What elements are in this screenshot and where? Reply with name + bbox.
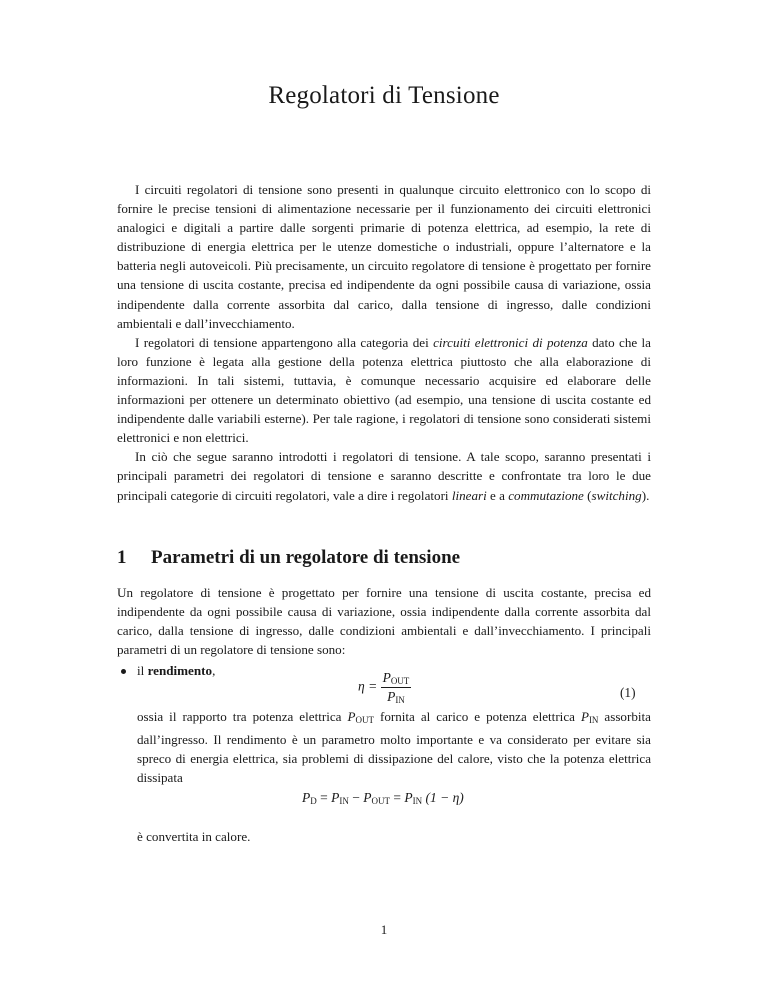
eq2-equals-1: =: [316, 790, 332, 805]
eq1-fraction-bar: [381, 687, 412, 688]
bullet-expl-b: fornita al carico e potenza elettrica: [373, 709, 581, 724]
eq1-fraction: [381, 670, 412, 705]
intro-paragraph-3: [117, 447, 651, 504]
eq2-pd-symbol: P: [302, 790, 311, 805]
eq2-pin2-symbol: P: [404, 790, 413, 805]
bullet-explanation-paragraph: [137, 707, 651, 787]
intro-p3-emphasis-switching: switching: [591, 487, 642, 503]
eq1-numerator: [381, 670, 412, 686]
eq2-tail: (1 − η): [422, 790, 464, 805]
intro-p3-text-b: e a: [486, 487, 509, 503]
bullet-expl-a: ossia il rapporto tra potenza elettrica: [137, 709, 348, 724]
intro-text: [117, 180, 651, 505]
eq2-pin2-sub: IN: [412, 796, 423, 806]
bullet-closing-text: è convertita in calore.: [137, 829, 251, 844]
bullet-expl-c: assorbita dall’ingresso. Il rendimento è un parametro molto importante e va considerato per evitare sia spreco di energia elettrica, sia problemi di dissipazione del calore, visto che la potenza elettrica dissipata: [137, 709, 651, 786]
bullet-dot-icon: [121, 669, 126, 674]
section-text: [117, 583, 651, 659]
eq1-den-symbol: P: [387, 689, 396, 704]
intro-p3-paren-open: (: [583, 487, 592, 503]
eq1-num-subscript: OUT: [390, 676, 410, 686]
section-heading: [117, 547, 460, 569]
intro-paragraph-2: [117, 333, 651, 448]
intro-p3-paren-close: ).: [641, 487, 650, 503]
eq2-pout-sub: OUT: [371, 796, 390, 806]
eq2-pout-symbol: P: [363, 790, 372, 805]
section-paragraph-1: Un regolatore di tensione è progettato per fornire una tensione di uscita costante, precisa ed indipendente da ogni possibile causa di variazione, ossia indipendente dalla corrente assorbita dal carico, dalla tensione di ingresso, dalle condizioni ambientali e dall’invecchiamento. I principali parametri di un regolatore di tensione sono:: [117, 585, 651, 658]
intro-p2-text-b: dato che la loro funzione è legata alla gestione della potenza elettrica piuttosto che alla elaborazione di informazioni. In tali sistemi, tuttavia, è comunque necessario acquisire ed elaborare delle informazioni per ottenere un determinato obiettivo (ad esempio, una tensione di uscita costante ed indipendente dalle variabili esterne). Per tale ragione, i regolatori di tensione sono considerati sistemi elettronici e non elettrici.: [117, 334, 651, 446]
equation-2: [302, 790, 464, 806]
bullet-expl-pout-sub: OUT: [355, 715, 374, 725]
eq2-pin-sub: IN: [339, 796, 349, 806]
intro-p3-text-a: In ciò che segue saranno introdotti i regolatori di tensione. A tale scopo, saranno presentati i principali parametri dei regolatori di tensione e saranno descritte e confrontate tra loro le due principali categorie di circuiti regolatori, vale a dire i regolatori: [117, 449, 651, 503]
eq2-minus: −: [348, 790, 364, 805]
intro-p2-emphasis: circuiti elettronici di potenza: [433, 334, 588, 350]
bullet-expl-pout-symbol: P: [347, 709, 356, 724]
document-title: Regolatori di Tensione: [268, 82, 500, 109]
equation-1-number: (1): [620, 685, 636, 700]
bullet-explanation: [137, 707, 651, 787]
intro-p3-emphasis-commutazione: commutazione: [508, 487, 584, 503]
eq1-num-symbol: P: [382, 670, 391, 685]
intro-p3-emphasis-lineari: lineari: [451, 487, 487, 503]
intro-p2-text-a: I regolatori di tensione appartengono alla categoria dei: [135, 334, 434, 350]
section-number: 1: [117, 547, 127, 568]
eq2-pin-symbol: P: [331, 790, 340, 805]
eq2-equals-2: =: [390, 790, 405, 805]
section-title: Parametri di un regolatore di tensione: [151, 547, 461, 568]
bullet-expl-pin-symbol: P: [580, 709, 589, 724]
eq1-lhs: η =: [358, 678, 378, 694]
eq1-denominator: [381, 689, 412, 705]
eq1-den-subscript: IN: [395, 695, 405, 705]
bullet-text-pre: il: [137, 663, 148, 678]
eq2-pd-sub: D: [310, 796, 317, 806]
bullet-term-rendimento: rendimento: [147, 663, 213, 678]
intro-paragraph-1: I circuiti regolatori di tensione sono presenti in qualunque circuito elettronico con lo scopo di fornire le precise tensioni di alimentazione necessarie per il funzionamento dei circuiti elettronici analogici e digitali a partire dalle sorgenti primarie di potenza elettrica, ad esempio, la rete di distribuzione di energia elettrica per le utenze domestiche o industriali, oppure l’alternatore e la batteria negli autoveicoli. Più precisamente, un circuito regolatore di tensione è progettato per fornire una tensione di uscita costante, precisa ed indipendente da ogni possibile causa di variazione, ossia indipendente dalla corrente assorbita dal carico, dalla tensione di ingresso, dalle condizioni ambientali e dall’invecchiamento.: [117, 182, 651, 331]
bullet-closing: [137, 827, 651, 846]
equation-1: [358, 670, 411, 705]
bullet-text-post: ,: [212, 663, 216, 678]
bullet-expl-pin-sub: IN: [588, 715, 599, 725]
page-number: 1: [380, 922, 388, 937]
